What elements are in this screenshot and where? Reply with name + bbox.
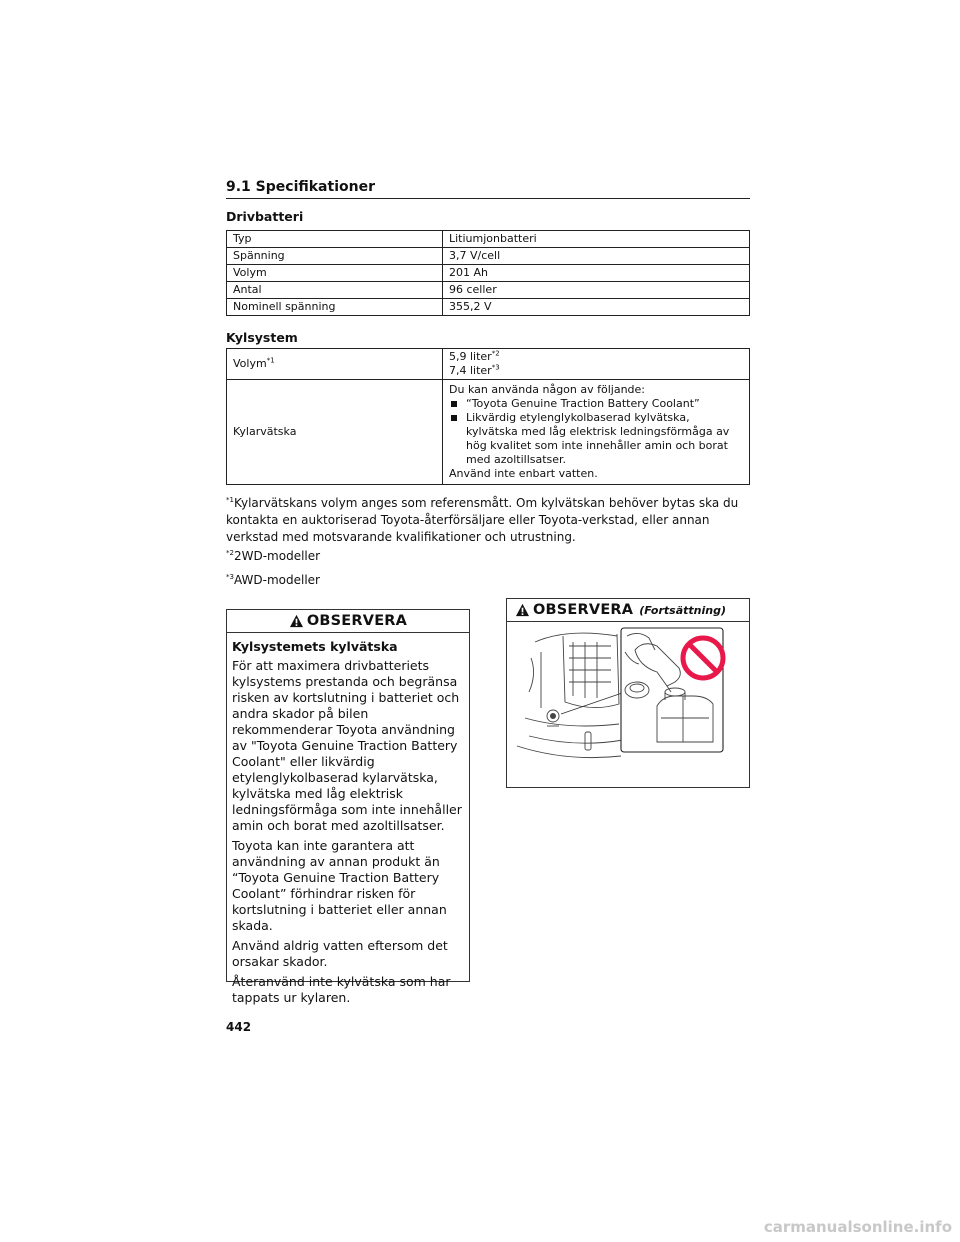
notice-title: OBSERVERA [533,602,634,618]
notice-box-continued [506,598,750,788]
notice-paragraph: För att maximera drivbatteriets kylsystems prestanda och begränsa risken av kortslutning i batteriet och andra skador på bilen rekommenderar Toyota användning av "Toyota Genuine Traction Battery Coolant" eller likvärdig etylenglykolbaserad kylarvätska, kylvätska med låg elektrisk ledningsförmåga som inte innehåller amin och borat med azoltillsatser. [232,658,462,833]
footnote-1: $^{*1}$Kylarvätskans volym anges som referensmått. Om kylvätskan behöver bytas ska du kontakta en auktoriserad Toyota-återförsäljare eller Toyota-verkstad, eller annan verkstad med motsvarande kvalifikationer och utrustning. [226,496,739,544]
coolant-label: Kylarvätska [227,380,443,485]
volume-value-2wd: 5,9 liter$^{*2}$ [449,349,500,363]
page-number: 442 [226,1020,252,1034]
spec-label: Typ [227,231,443,248]
footnote-mark: *1 [266,356,275,365]
coolant-intro: Du kan använda någon av följande: [449,383,646,396]
footnote-3: $^{*3}$AWD-modeller [226,573,320,587]
volume-label: Volym [233,357,267,370]
coolant-values-cell [443,380,750,485]
table-row [227,231,750,248]
coolant-options [449,397,743,467]
notice-header [507,599,749,622]
spec-value: 201 Ah [443,265,750,282]
notice-body [227,633,469,1016]
notice-paragraph: Toyota kan inte garantera att användning av annan produkt än “Toyota Genuine Traction Battery Coolant” förhindrar risken för kortslutning i batteriet eller annan skada. [232,838,447,933]
volume-values-cell [443,349,750,380]
section-divider [226,198,750,199]
table-row [227,248,750,265]
table-row [227,380,750,485]
list-item: “Toyota Genuine Traction Battery Coolant” [449,397,743,411]
coolant-outro: Använd inte enbart vatten. [449,467,598,480]
table-row [227,265,750,282]
volume-value-awd: 7,4 liter$^{*3}$ [449,363,500,377]
coolant-reservoir-illustration [507,622,749,788]
bullet-square-icon [451,401,457,407]
notice-box [226,609,470,1005]
drive-battery-table [226,230,750,316]
spec-label: Spänning [227,248,443,265]
list-item: Likvärdig etylenglykolbaserad kylvätska, kylvätska med låg elektrisk ledningsförmåga av hög kvalitet som inte innehåller amin och borat med azoltillsatser. [449,411,743,467]
footnote-2: $^{*2}$2WD-modeller [226,549,321,563]
spec-label: Antal [227,282,443,299]
spec-value: 355,2 V [443,299,750,316]
notice-continued-label: (Fortsättning) [639,603,726,617]
spec-value: 96 celler [443,282,750,299]
bullet-square-icon [451,415,457,421]
notice-title: OBSERVERA [306,613,408,629]
table-row [227,299,750,316]
table-row [227,282,750,299]
spec-value: 3,7 V/cell [443,248,750,265]
cooling-table [226,348,750,485]
table-row [227,349,750,380]
notice-paragraph: Återanvänd inte kylvätska som har tappats ur kylaren. [232,974,451,1005]
cooling-heading: Kylsystem [226,330,298,345]
spec-label: Volym [227,265,443,282]
spec-label: Nominell spänning [227,299,443,316]
spec-value: Litiumjonbatteri [443,231,750,248]
drive-battery-heading: Drivbatteri [226,209,304,224]
notice-header [227,610,469,633]
warning-triangle-icon [289,614,304,628]
notice-paragraph: Använd aldrig vatten eftersom det orsakar skador. [232,938,448,969]
warning-triangle-icon [515,603,530,617]
watermark: carmanualsonline.info [763,1218,952,1236]
volume-label-cell [227,349,443,380]
section-title: 9.1 Specifikationer [226,179,375,195]
notice-subheading: Kylsystemets kylvätska [232,639,398,654]
